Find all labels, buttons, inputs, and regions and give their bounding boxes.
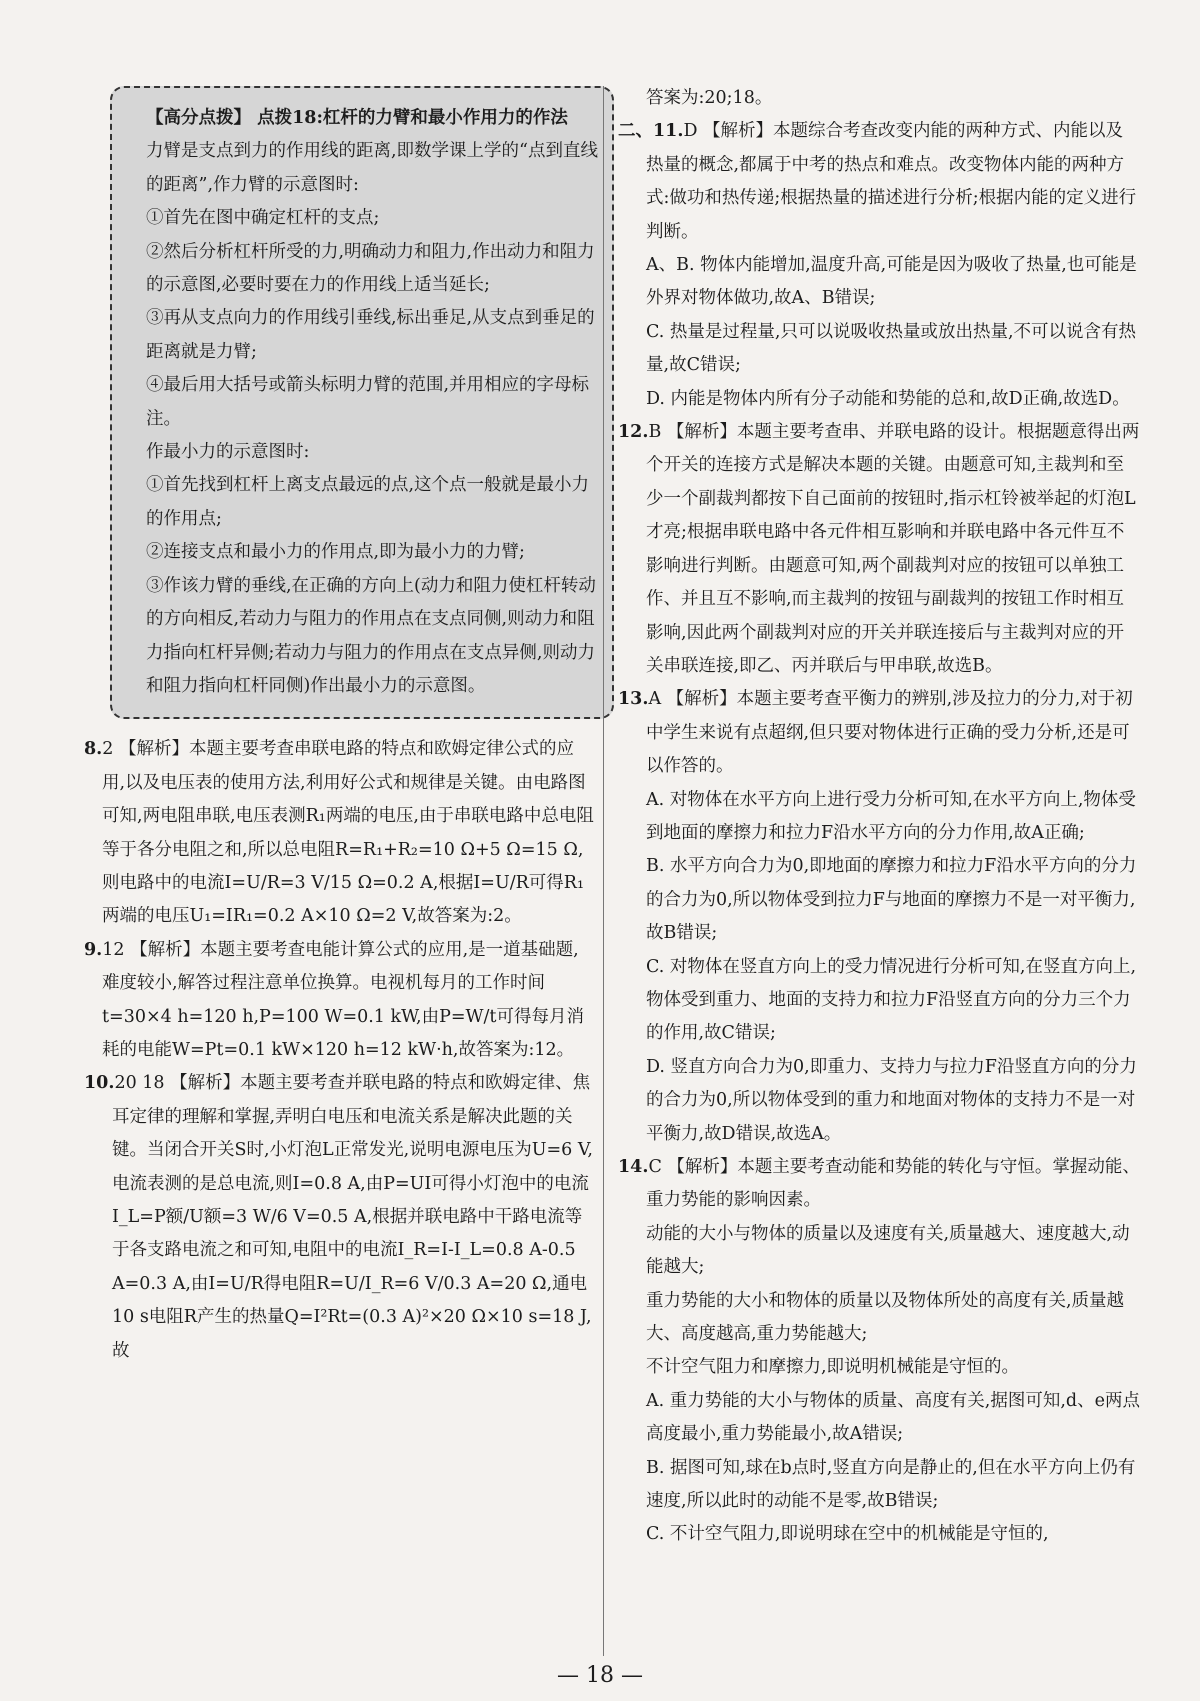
answer-item-13 (618, 683, 1140, 783)
option-line: A. 对物体在水平方向上进行受力分析可知,在水平方向上,物体受到地面的摩擦力和拉力F沿水平方向的分力作用,故A正确; (646, 789, 1136, 843)
option-line: B. 据图可知,球在b点时,竖直方向是静止的,但在水平方向上仍有速度,所以此时的动能不是零,故B错误; (646, 1457, 1136, 1512)
option-line: 重力势能的大小和物体的质量以及物体所处的高度有关,质量越大、高度越高,重力势能越大; (646, 1290, 1125, 1345)
item-text: C 【解析】本题主要考查动能和势能的转化与守恒。掌握动能、重力势能的影响因素。 (646, 1157, 1140, 1211)
tip-line: 作最小力的示意图时: (146, 442, 310, 463)
option-line: 动能的大小与物体的质量以及速度有关,质量越大、速度越大,动能越大; (646, 1223, 1130, 1278)
tip-line: 力臂是支点到力的作用线的距离,即数学课上学的“点到直线的距离”,作力臂的示意图时: (146, 141, 599, 195)
option-line: D. 内能是物体内所有分子动能和势能的总和,故D正确,故选D。 (646, 388, 1130, 409)
answer-item-12 (618, 416, 1140, 683)
tip-line: ②连接支点和最小力的作用点,即为最小力的力臂; (146, 542, 525, 563)
option-line: 不计空气阻力和摩擦力,即说明机械能是守恒的。 (646, 1357, 1020, 1378)
continued-answer: 答案为:20;18。 (646, 88, 773, 108)
item-number: 13. (618, 689, 649, 710)
tip-box (110, 86, 614, 719)
right-column (618, 82, 1140, 1552)
option-line: C. 不计空气阻力,即说明球在空中的机械能是守恒的, (646, 1524, 1049, 1545)
option-line: C. 对物体在竖直方向上的受力情况进行分析可知,在竖直方向上,物体受到重力、地面的支持力和拉力F沿竖直方向的分力三个力的作用,故C错误; (646, 956, 1137, 1044)
page-number: — 18 — (557, 1663, 643, 1688)
column-divider (603, 86, 604, 1656)
item-text: B 【解析】本题主要考查串、并联电路的设计。根据题意得出两个开关的连接方式是解决本题的关键。由题意可知,主裁判和至少一个副裁判都按下自己面前的按钮时,指示杠铃被举起的灯泡L才亮;根据串联电路中各元件相互影响和并联电路中各元件互不影响进行判断。由题意可知,两个副裁判对应的按钮可以单独工作、并且互不影响,而主裁判的按钮与副裁判的按钮工作时相互影响,因此两个副裁判对应的开关并联连接后与主裁判对应的开关串联连接,即乙、丙并联后与甲串联,故选B。 (646, 422, 1140, 676)
left-column (84, 86, 599, 1368)
item-number: 10. (84, 1073, 115, 1094)
tip-line: ③作该力臂的垂线,在正确的方向上(动力和阻力使杠杆转动的方向相反,若动力与阻力的作用点在支点同侧,则动力和阻力指向杠杆异侧;若动力与阻力的作用点在支点异侧,则动力和阻力指向杠杆同侧)作出最小力的示意图。 (146, 575, 596, 696)
tip-line: ③再从支点向力的作用线引垂线,标出垂足,从支点到垂足的距离就是力臂; (146, 308, 595, 362)
option-line: A. 重力势能的大小与物体的质量、高度有关,据图可知,d、e两点高度最小,重力势能最小,故A错误; (646, 1390, 1140, 1445)
option-line: C. 热量是过程量,只可以说吸收热量或放出热量,不可以说含有热量,故C错误; (646, 321, 1137, 376)
item-number: 9. (84, 939, 103, 960)
option-line: A、B. 物体内能增加,温度升高,可能是因为吸收了热量,也可能是外界对物体做功,故A、B错误; (646, 255, 1137, 309)
item-text: 2 【解析】本题主要考查串联电路的特点和欧姆定律公式的应用,以及电压表的使用方法,利用好公式和规律是关键。由电路图可知,两电阻串联,电压表测R₁两端的电压,由于串联电路中总电阻等于各分电阻之和,所以总电阻R=R₁+R₂=10 Ω+5 Ω=15 Ω,则电路中的电流I=U/R=3 V/15 Ω=0.2 A,根据I=U/R可得R₁两端的电压U₁=IR₁=0.2 A×10 Ω=2 V,故答案为:2。 (102, 739, 594, 927)
item-text: A 【解析】本题主要考查平衡力的辨别,涉及拉力的分力,对于初中学生来说有点超纲,但只要对物体进行正确的受力分析,还是可以作答的。 (646, 689, 1133, 777)
item-number: 14. (618, 1157, 649, 1177)
tip-line: ①首先在图中确定杠杆的支点; (146, 208, 380, 229)
item-text: D 【解析】本题综合考查改变内能的两种方式、内能以及热量的概念,都属于中考的热点和难点。改变物体内能的两种方式:做功和热传递;根据热量的描述进行分析;根据内能的定义进行判断。 (646, 121, 1137, 242)
tip-line: ②然后分析杠杆所受的力,明确动力和阻力,作出动力和阻力的示意图,必要时要在力的作用线上适当延长; (146, 241, 595, 296)
item-text: 12 【解析】本题主要考查电能计算公式的应用,是一道基础题,难度较小,解答过程注意单位换算。电视机每月的工作时间t=30×4 h=120 h,P=100 W=0.1 kW,由P=W/t可得每月消耗的电能W=Pt=0.1 kW×120 h=12 kW·h,故答案为:12。 (102, 939, 584, 1060)
answer-item-14 (618, 1151, 1140, 1218)
item-text: 20 18 【解析】本题主要考查并联电路的特点和欧姆定律、焦耳定律的理解和掌握,弄明白电压和电流关系是解决此题的关键。当闭合开关S时,小灯泡L正常发光,说明电源电压为U=6 V,电流表测的是总电流,则I=0.8 A,由P=UI可得小灯泡中的电流I_L=P额/U额=3 W/6 V=0.5 A,根据并联电路中干路电流等于各支路电流之和可知,电阻中的电流I_R=I-I_L=0.8 A-0.5 A=0.3 A,由I=U/R得电阻R=U/I_R=6 V/0.3 A=20 Ω,通电10 s电阻R产生的热量Q=I²Rt=(0.3 A)²×20 Ω×10 s=18 J,故 (112, 1073, 593, 1361)
option-line: D. 竖直方向合力为0,即重力、支持力与拉力F沿竖直方向的分力的合力为0,所以物体受到的重力和地面对物体的支持力不是一对平衡力,故D错误,故选A。 (646, 1056, 1137, 1144)
tip-line: ①首先找到杠杆上离支点最远的点,这个点一般就是最小力的作用点; (146, 475, 590, 529)
item-number: 8. (84, 739, 103, 760)
answer-item-11 (618, 115, 1140, 249)
answer-item-10 (84, 1067, 594, 1368)
answer-item-8 (84, 733, 594, 933)
item-number: 12. (618, 422, 649, 443)
answer-item-9 (84, 934, 594, 1068)
item-number: 二、11. (618, 121, 684, 142)
option-line: B. 水平方向合力为0,即地面的摩擦力和拉力F沿水平方向的分力的合力为0,所以物体受到拉力F与地面的摩擦力不是一对平衡力,故B错误; (646, 856, 1137, 944)
tip-line: ④最后用大括号或箭头标明力臂的范围,并用相应的字母标注。 (146, 375, 590, 429)
tip-title: 【高分点拨】 点拨18:杠杆的力臂和最小作用力的作法 (146, 108, 568, 128)
